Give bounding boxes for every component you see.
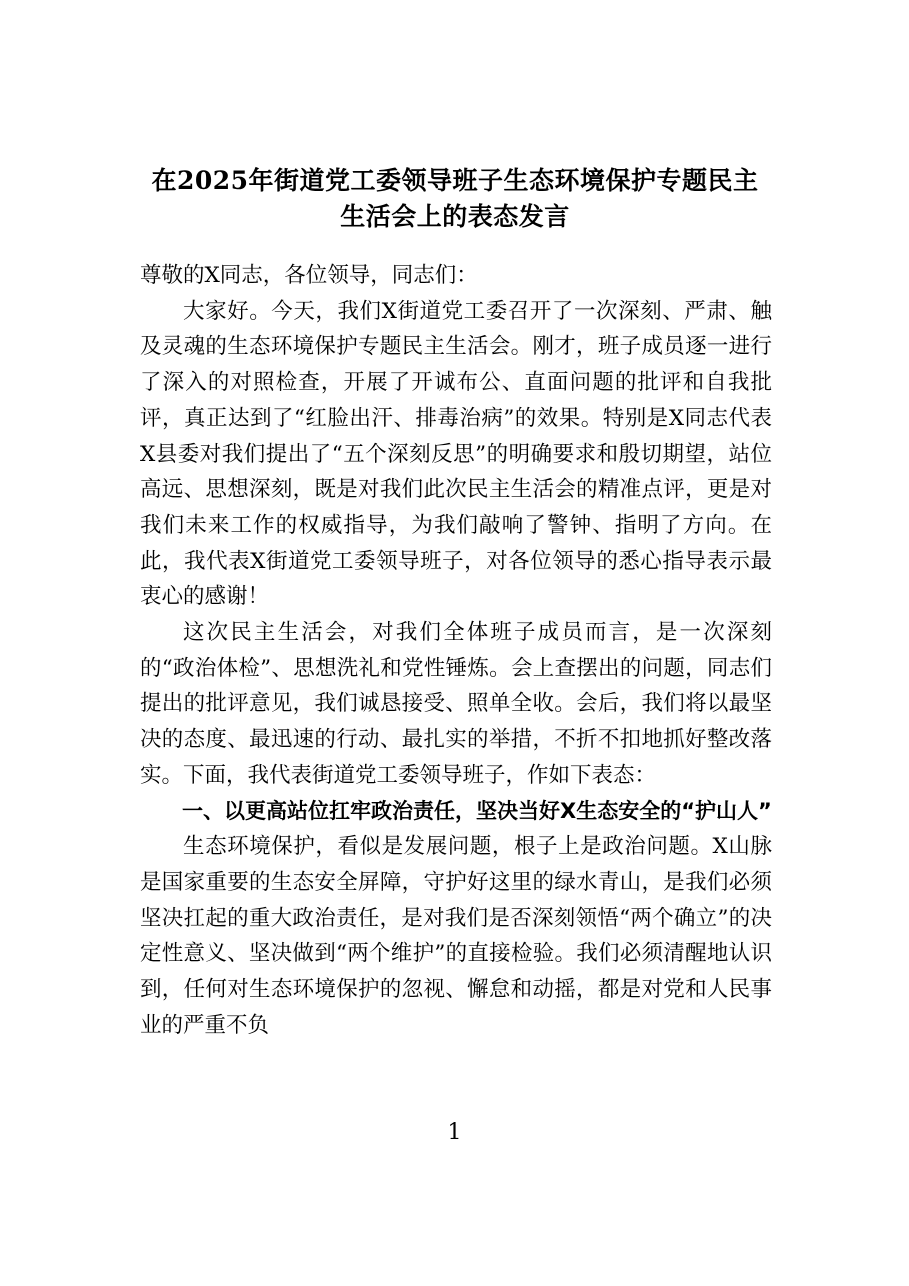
document-title: 在2025年街道党工委领导班子生态环境保护专题民主生活会上的表态发言	[151, 166, 759, 231]
paragraph-commitment: 这次民主生活会，对我们全体班子成员而言，是一次深刻的“政治体检”、思想洗礼和党性锤炼。会上查摆出的问题，同志们提出的批评意见，我们诚恳接受、照单全收。会后，我们将以最坚决的态度、最迅速的行动、最扎实的举措，不折不扣地抓好整改落实。下面，我代表街道党工委领导班子，作如下表态：	[140, 620, 772, 788]
paragraph-opening: 大家好。今天，我们X街道党工委召开了一次深刻、严肃、触及灵魂的生态环境保护专题民主生活会。刚才，班子成员逐一进行了深入的对照检查，开展了开诚布公、直面问题的批评和自我批评，真正达到了“红脸出汗、排毒治病”的效果。特别是X同志代表X县委对我们提出了“五个深刻反思”的明确要求和殷切期望，站位高远、思想深刻，既是对我们此次民主生活会的精准点评，更是对我们未来工作的权威指导，为我们敲响了警钟、指明了方向。在此，我代表X街道党工委领导班子，对各位领导的悉心指导表示最衷心的感谢！	[140, 298, 772, 610]
paragraph-section-1: 生态环境保护，看似是发展问题，根子上是政治问题。X山脉是国家重要的生态安全屏障，守护好这里的绿水青山，是我们必须坚决扛起的重大政治责任，是对我们是否深刻领悟“两个确立”的决定性意义、坚决做到“两个维护”的直接检验。我们必须清醒地认识到，任何对生态环境保护的忽视、懈怠和动摇，都是对党和人民事业的严重不负	[140, 834, 772, 1038]
salutation: 尊敬的X同志，各位领导，同志们：	[140, 263, 478, 288]
document-body	[140, 258, 772, 1043]
page-number: 1	[447, 1120, 462, 1145]
section-heading-1: 一、以更高站位扛牢政治责任，坚决当好X生态安全的“护山人”	[182, 798, 772, 823]
